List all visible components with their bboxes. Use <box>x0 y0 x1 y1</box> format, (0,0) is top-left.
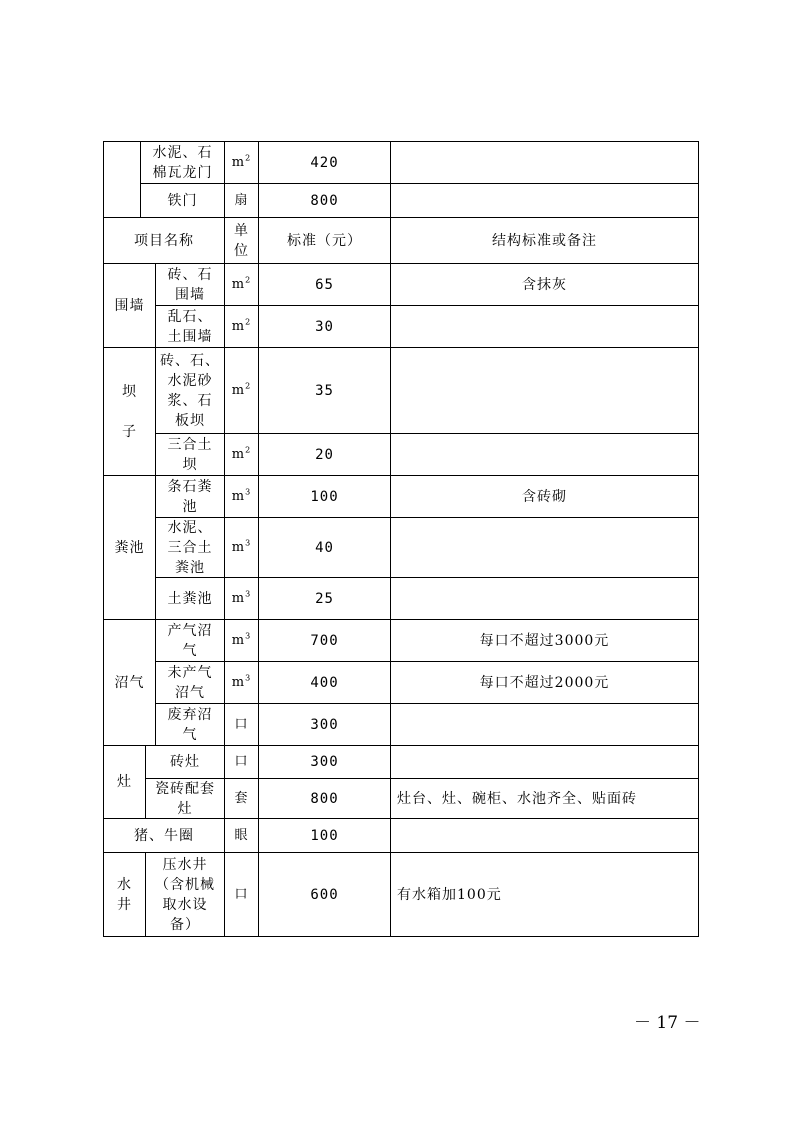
table-rule <box>140 141 141 217</box>
table-row-top-0-standard <box>259 142 390 183</box>
table-rule <box>155 619 156 745</box>
table-rule <box>155 347 156 475</box>
table-rule <box>390 577 391 619</box>
table-rule <box>390 305 391 347</box>
table-rule <box>258 778 259 818</box>
table-row-g2-0-standard <box>259 476 390 517</box>
table-row-g2-1-item-text: 水泥、 三合土 粪池 <box>167 519 213 576</box>
table-row-g0-0-note-text: 含抹灰 <box>522 276 567 293</box>
table-row-g2-1-unit <box>225 518 258 577</box>
table-row-g4-1-note <box>391 779 704 818</box>
table-row-top-1-note <box>391 184 698 217</box>
table-rule <box>390 263 391 305</box>
table-rule <box>390 818 391 852</box>
table-row-g1-0-item-text: 砖、石、 水泥砂 浆、石 板坝 <box>160 352 220 429</box>
pig-row-unit <box>225 819 258 852</box>
table-row-top-0-unit <box>225 142 258 183</box>
table-row-g4-0-unit-text: 口 <box>234 754 249 769</box>
header-note-text: 结构标准或备注 <box>492 232 597 249</box>
table-rule <box>224 818 225 852</box>
table-row-g0-0-standard <box>259 264 390 305</box>
group-label-3 <box>104 620 155 745</box>
table-row-g4-0-item <box>146 746 224 778</box>
table-rule <box>258 818 259 852</box>
table-rule <box>258 745 259 778</box>
well-row-item-text: 压水井 （含机械 取水设 备） <box>155 856 215 933</box>
well-row-standard <box>259 853 390 936</box>
table-row-g3-0-note <box>391 620 698 661</box>
table-row-top-0-item-text: 水泥、石 棉瓦龙门 <box>152 144 213 181</box>
table-row-g4-0-standard <box>259 746 390 778</box>
table-row-g0-0-unit-text: $m^2$ <box>231 275 252 292</box>
table-rule <box>103 141 104 937</box>
table-rule <box>698 141 699 937</box>
table-row-top-0-standard-text: 420 <box>310 154 339 171</box>
group-label-4 <box>104 746 145 818</box>
header-note <box>391 218 698 263</box>
header-item <box>104 218 224 263</box>
table-row-g3-2-unit <box>225 704 258 745</box>
table-row-g3-0-unit-text: $m^3$ <box>231 631 252 648</box>
table-row-g2-1-standard-text: 40 <box>315 539 334 556</box>
table-row-g3-1-item-text: 未产气 沼气 <box>167 664 213 701</box>
table-row-g0-0-note <box>391 264 698 305</box>
header-unit-text: 单 位 <box>234 222 249 259</box>
table-rule <box>103 936 699 937</box>
well-row-item <box>146 853 224 936</box>
table-row-g1-0-note <box>391 348 704 433</box>
table-row-g4-1-item <box>146 779 224 818</box>
table-row-g4-0-item-text: 砖灶 <box>170 754 200 770</box>
table-row-g2-0-standard-text: 100 <box>310 488 339 505</box>
group-label-3-text: 沼气 <box>114 674 145 691</box>
table-row-g0-1-item <box>156 306 224 347</box>
table-row-g0-0-standard-text: 65 <box>315 276 334 293</box>
table-row-g0-1-item-text: 乱石、 土围墙 <box>167 308 213 345</box>
well-row-unit-text: 口 <box>234 886 249 902</box>
header-unit <box>225 218 258 263</box>
table-row-g3-0-standard <box>259 620 390 661</box>
pig-row-item <box>104 819 224 852</box>
table-rule <box>390 778 391 818</box>
table-row-g1-1-standard <box>259 434 390 475</box>
header-standard <box>259 218 390 263</box>
table-row-g2-2-item-text: 土粪池 <box>167 590 213 607</box>
table-rule <box>390 217 391 263</box>
table-row-g1-1-unit-text: $m^2$ <box>231 445 252 462</box>
table-row-g4-1-item-text: 瓷砖配套 灶 <box>155 780 215 817</box>
table-row-top-1-unit <box>225 184 258 217</box>
table-rule <box>390 745 391 778</box>
table-rule <box>390 619 391 661</box>
table-row-g4-1-standard <box>259 779 390 818</box>
table-rule <box>390 852 391 936</box>
table-row-g0-1-unit-text: $m^2$ <box>231 317 252 334</box>
table-rule <box>224 577 225 619</box>
group-label-0 <box>104 264 155 347</box>
table-row-g2-0-unit <box>225 476 258 517</box>
well-row-note-text: 有水箱加100元 <box>397 886 502 903</box>
well-row-unit <box>225 853 258 936</box>
table-row-g1-0-standard <box>259 348 390 433</box>
group-label-1-text: 坝 子 <box>122 383 137 440</box>
table-row-g3-0-item-text: 产气沼 气 <box>167 622 213 659</box>
table-rule <box>224 141 225 183</box>
table-rule <box>224 183 225 217</box>
table-rule <box>258 661 259 703</box>
table-row-g3-0-item <box>156 620 224 661</box>
header-item-text: 项目名称 <box>134 232 194 249</box>
pig-row-standard-text: 100 <box>310 827 339 844</box>
table-row-g3-1-item <box>156 662 224 703</box>
group-label-4-text: 灶 <box>117 774 132 790</box>
table-row-g3-0-unit <box>225 620 258 661</box>
table-rule <box>390 661 391 703</box>
well-group-label-text: 水 井 <box>117 876 132 913</box>
table-rule <box>224 778 225 818</box>
table-rule <box>390 347 391 433</box>
well-group-label <box>104 853 145 936</box>
table-row-g3-0-note-text: 每口不超过3000元 <box>479 632 610 649</box>
table-row-g0-1-unit <box>225 306 258 347</box>
table-row-g4-0-standard-text: 300 <box>310 754 339 770</box>
table-rule <box>258 703 259 745</box>
table-row-g0-0-item-text: 砖、石 围墙 <box>167 266 213 303</box>
table-rule <box>224 305 225 347</box>
table-row-g4-1-note-text: 灶台、灶、碗柜、水池齐全、贴面砖 <box>397 790 637 807</box>
table-rule <box>258 517 259 577</box>
table-row-g3-2-standard-text: 300 <box>310 716 339 733</box>
table-row-g3-1-standard-text: 400 <box>310 674 339 691</box>
table-row-g2-1-standard <box>259 518 390 577</box>
table-row-g2-0-item-text: 条石粪 池 <box>167 478 213 515</box>
table-row-g3-0-standard-text: 700 <box>310 632 339 649</box>
well-row-note <box>391 853 704 936</box>
table-row-top-0-note <box>391 142 698 183</box>
table-row-g2-2-unit-text: $m^3$ <box>231 589 252 606</box>
table-row-g1-1-standard-text: 20 <box>315 446 334 463</box>
table-rule <box>390 433 391 475</box>
table-row-g2-1-note <box>391 518 704 577</box>
table-row-g1-1-item <box>156 434 224 475</box>
table-row-g3-1-note-text: 每口不超过2000元 <box>479 674 610 691</box>
table-rule <box>258 305 259 347</box>
group-label-1 <box>104 348 155 475</box>
page-number: － 17 － <box>634 1013 701 1033</box>
group-label-2-text: 粪池 <box>114 539 145 556</box>
table-rule <box>155 263 156 347</box>
table-rule <box>224 852 225 936</box>
table-row-g3-1-standard <box>259 662 390 703</box>
pig-row-standard <box>259 819 390 852</box>
table-row-top-1-item-text: 铁门 <box>167 192 198 209</box>
table-row-g4-1-unit <box>225 779 258 818</box>
table-row-g3-2-note <box>391 704 704 745</box>
table-rule <box>224 263 225 305</box>
group-label-0-text: 围墙 <box>114 297 145 314</box>
table-rule <box>155 475 156 619</box>
table-row-g2-2-item <box>156 578 224 619</box>
table-rule <box>390 703 391 745</box>
table-rule <box>258 141 259 183</box>
table-row-g3-2-unit-text: 口 <box>234 716 249 732</box>
table-row-g1-0-item <box>156 348 224 433</box>
table-row-top-1-standard <box>259 184 390 217</box>
well-row-standard-text: 600 <box>310 886 339 903</box>
table-row-g2-1-unit-text: $m^3$ <box>231 538 252 555</box>
table-row-g1-1-unit <box>225 434 258 475</box>
table-row-g2-2-standard <box>259 578 390 619</box>
table-rule <box>224 745 225 778</box>
table-rule <box>258 263 259 305</box>
table-row-top-0-item <box>141 142 224 183</box>
table-row-g1-1-note <box>391 434 704 475</box>
table-rule <box>224 347 225 433</box>
table-row-g3-1-unit <box>225 662 258 703</box>
table-row-g0-1-note <box>391 306 704 347</box>
table-row-top-1-unit-text: 扇 <box>234 192 249 208</box>
table-rule <box>224 661 225 703</box>
table-row-g1-0-unit-text: $m^2$ <box>231 381 252 398</box>
table-rule <box>224 517 225 577</box>
table-row-top-0-unit-text: $m^2$ <box>231 153 252 170</box>
table-rule <box>258 619 259 661</box>
table-row-g3-1-unit-text: $m^3$ <box>231 673 252 690</box>
table-row-g1-1-item-text: 三合土 坝 <box>167 436 213 473</box>
table-row-g3-2-item-text: 废弃沼 气 <box>167 706 213 743</box>
table-rule <box>390 141 391 183</box>
table-row-g3-2-item <box>156 704 224 745</box>
table-rule <box>145 745 146 818</box>
table-row-g1-0-unit <box>225 348 258 433</box>
table-row-g2-1-item <box>156 518 224 577</box>
table-rule <box>258 183 259 217</box>
table-row-g2-2-note <box>391 578 704 619</box>
table-rule <box>224 703 225 745</box>
table-row-g0-1-standard <box>259 306 390 347</box>
table-row-top-1-item <box>141 184 224 217</box>
table-rule <box>258 475 259 517</box>
table-row-g0-1-standard-text: 30 <box>315 318 334 335</box>
pig-row-unit-text: 眼 <box>234 827 249 843</box>
table-row-g2-0-unit-text: $m^3$ <box>231 487 252 504</box>
table-row-top-1-standard-text: 800 <box>310 192 339 209</box>
group-label-2 <box>104 476 155 619</box>
table-rule <box>390 183 391 217</box>
table-row-g2-0-note <box>391 476 698 517</box>
table-row-g0-0-unit <box>225 264 258 305</box>
table-rule <box>224 217 225 263</box>
table-row-g2-2-unit <box>225 578 258 619</box>
pig-row-item-text: 猪、牛圈 <box>134 827 194 844</box>
table-rule <box>390 517 391 577</box>
table-row-g4-1-standard-text: 800 <box>310 790 339 807</box>
table-row-g4-0-note <box>391 746 704 778</box>
table-rule <box>145 852 146 936</box>
table-row-g2-0-note-text: 含砖砌 <box>522 488 567 505</box>
table-row-g3-2-standard <box>259 704 390 745</box>
table-row-g4-1-unit-text: 套 <box>234 790 249 806</box>
table-rule <box>390 475 391 517</box>
table-rule <box>258 852 259 936</box>
table-row-g2-0-item <box>156 476 224 517</box>
table-rule <box>224 619 225 661</box>
table-rule <box>258 433 259 475</box>
table-rule <box>258 347 259 433</box>
header-standard-text: 标准（元） <box>287 232 362 249</box>
table-row-g4-0-unit <box>225 746 258 778</box>
table-row-g2-2-standard-text: 25 <box>315 590 334 607</box>
table-row-g3-1-note <box>391 662 698 703</box>
table-row-g1-0-standard-text: 35 <box>315 382 334 399</box>
table-rule <box>224 475 225 517</box>
table-row-g0-0-item <box>156 264 224 305</box>
table-rule <box>258 577 259 619</box>
pig-row-note <box>391 819 698 852</box>
table-rule <box>258 217 259 263</box>
table-rule <box>224 433 225 475</box>
